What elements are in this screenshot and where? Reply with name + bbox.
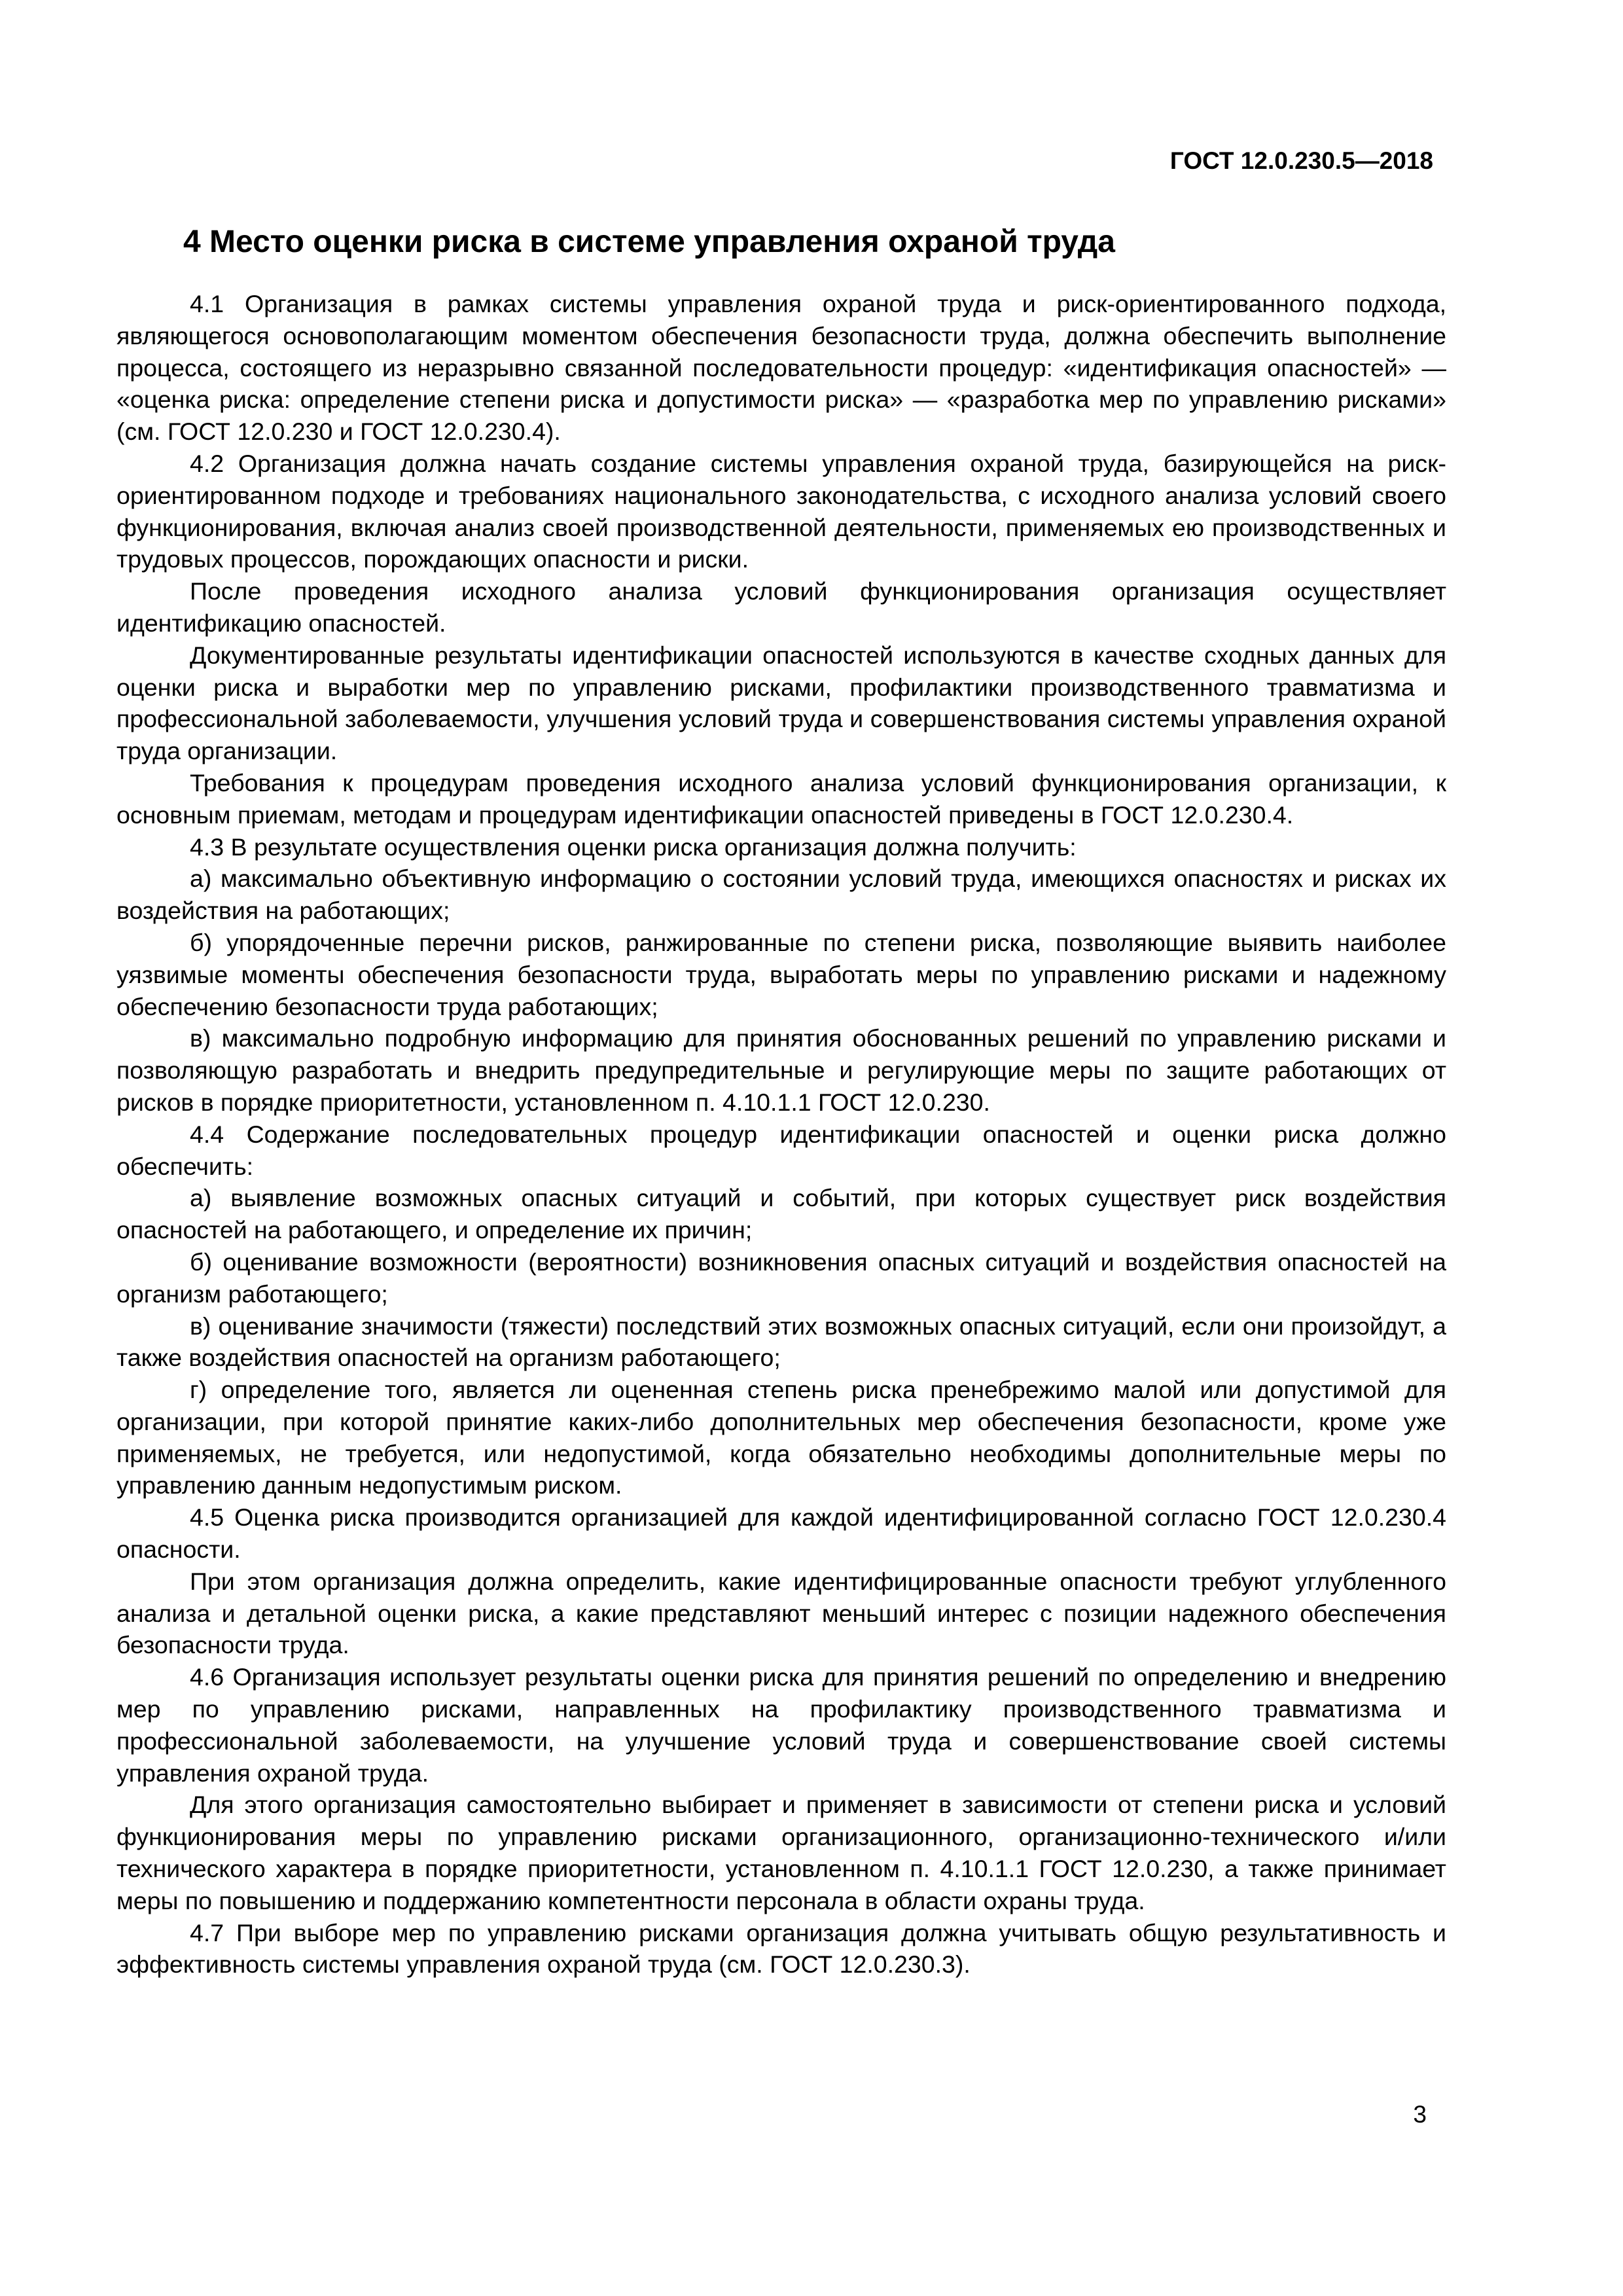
paragraph: При этом организация должна определить, какие идентифицированные опасности требуют углубленного анализа и детальной оценки риска, а какие представляют меньший интерес с позиции надежного обеспечения безопасности труда.: [116, 1567, 1446, 1659]
section-title: 4 Место оценки риска в системе управления охраной труда: [183, 224, 1115, 259]
paragraph: Для этого организация самостоятельно выбирает и применяет в зависимости от степени риска и условий функционирования меры по управлению рисками организационного, организационно-технического и/или технического характера в порядке приоритетности, установленном п. 4.10.1.1 ГОСТ 12.0.230, а также принимает меры по повышению и поддержанию компетентности персонала в области охраны труда.: [116, 1791, 1446, 1914]
paragraph: Требования к процедурам проведения исходного анализа условий функционирования организации, к основным приемам, методам и процедурам идентификации опасностей приведены в ГОСТ 12.0.230.4.: [116, 768, 1446, 829]
section-body: [116, 288, 1446, 1981]
list-item: а) выявление возможных опасных ситуаций и событий, при которых существует риск воздействия опасностей на работающего, и определение их причин;: [116, 1184, 1446, 1244]
paragraph-4-5: 4.5 Оценка риска производится организацией для каждой идентифицированной согласно ГОСТ 12.0.230.4 опасности.: [116, 1503, 1446, 1564]
paragraph-4-1: 4.1 Организация в рамках системы управления охраной труда и риск-ориентированного подхода, являющегося основополагающим моментом обеспечения безопасности труда, должна обеспечить выполнение процесса, состоящего из неразрывно связанной последовательности процедур: «идентификация опасностей» — «оценка риска: определение степени риска и допустимости риска» — «разработка мер по управлению рисками» (см. ГОСТ 12.0.230 и ГОСТ 12.0.230.4).: [116, 290, 1446, 446]
paragraph-4-2: 4.2 Организация должна начать создание системы управления охраной труда, базирующейся на риск-ориентированном подходе и требованиях национального законодательства, с исходного анализа условий своего функционирования, включая анализ своей производственной деятельности, применяемых ею производственных и трудовых процессов, порождающих опасности и риски.: [116, 449, 1446, 573]
page-number: 3: [1413, 2101, 1427, 2128]
paragraph: Документированные результаты идентификации опасностей используются в качестве сходных данных для оценки риска и выработки мер по управлению рисками, профилактики производственного травматизма и профессиональной заболеваемости, улучшения условий труда и совершенствования системы управления охраной труда организации.: [116, 641, 1446, 765]
paragraph: После проведения исходного анализа условий функционирования организация осуществляет идентификацию опасностей.: [116, 577, 1446, 637]
paragraph-4-7: 4.7 При выборе мер по управлению рисками организация должна учитывать общую результативность и эффективность системы управления охраной труда (см. ГОСТ 12.0.230.3).: [116, 1918, 1446, 1979]
document-code: ГОСТ 12.0.230.5—2018: [1169, 147, 1433, 174]
list-item: б) упорядоченные перечни рисков, ранжированные по степени риска, позволяющие выявить наиболее уязвимые моменты обеспечения безопасности труда, выработать меры по управлению рисками и надежному обеспечению безопасности труда работающих;: [116, 928, 1446, 1020]
list-item: в) оценивание значимости (тяжести) последствий этих возможных опасных ситуаций, если они произойдут, а также воздействия опасностей на организм работающего;: [116, 1312, 1446, 1372]
list-item: б) оценивание возможности (вероятности) возникновения опасных ситуаций и воздействия опасностей на организм работающего;: [116, 1247, 1446, 1308]
list-item: а) максимально объективную информацию о состоянии условий труда, имеющихся опасностях и рисках их воздействия на работающих;: [116, 865, 1446, 925]
paragraph-4-4: 4.4 Содержание последовательных процедур идентификации опасностей и оценки риска должно обеспечить:: [116, 1120, 1446, 1180]
list-item: в) максимально подробную информацию для принятия обоснованных решений по управлению рисками и позволяющую разработать и внедрить предупредительные и регулирующие меры по защите работающих от рисков в порядке приоритетности, установленном п. 4.10.1.1 ГОСТ 12.0.230.: [116, 1024, 1446, 1116]
paragraph-4-6: 4.6 Организация использует результаты оценки риска для принятия решений по определению и внедрению мер по управлению рисками, направленных на профилактику производственного травматизма и профессиональной заболеваемости, на улучшение условий труда и совершенствование своей системы управления охраной труда.: [116, 1663, 1446, 1787]
list-item: г) определение того, является ли оцененная степень риска пренебрежимо малой или допустимой для организации, при которой принятие каких-либо дополнительных мер обеспечения безопасности, кроме уже применяемых, не требуется, или недопустимой, когда обязательно необходимы дополнительные меры по управлению данным недопустимым риском.: [116, 1376, 1446, 1499]
paragraph-4-3: 4.3 В результате осуществления оценки риска организация должна получить:: [190, 833, 1077, 861]
